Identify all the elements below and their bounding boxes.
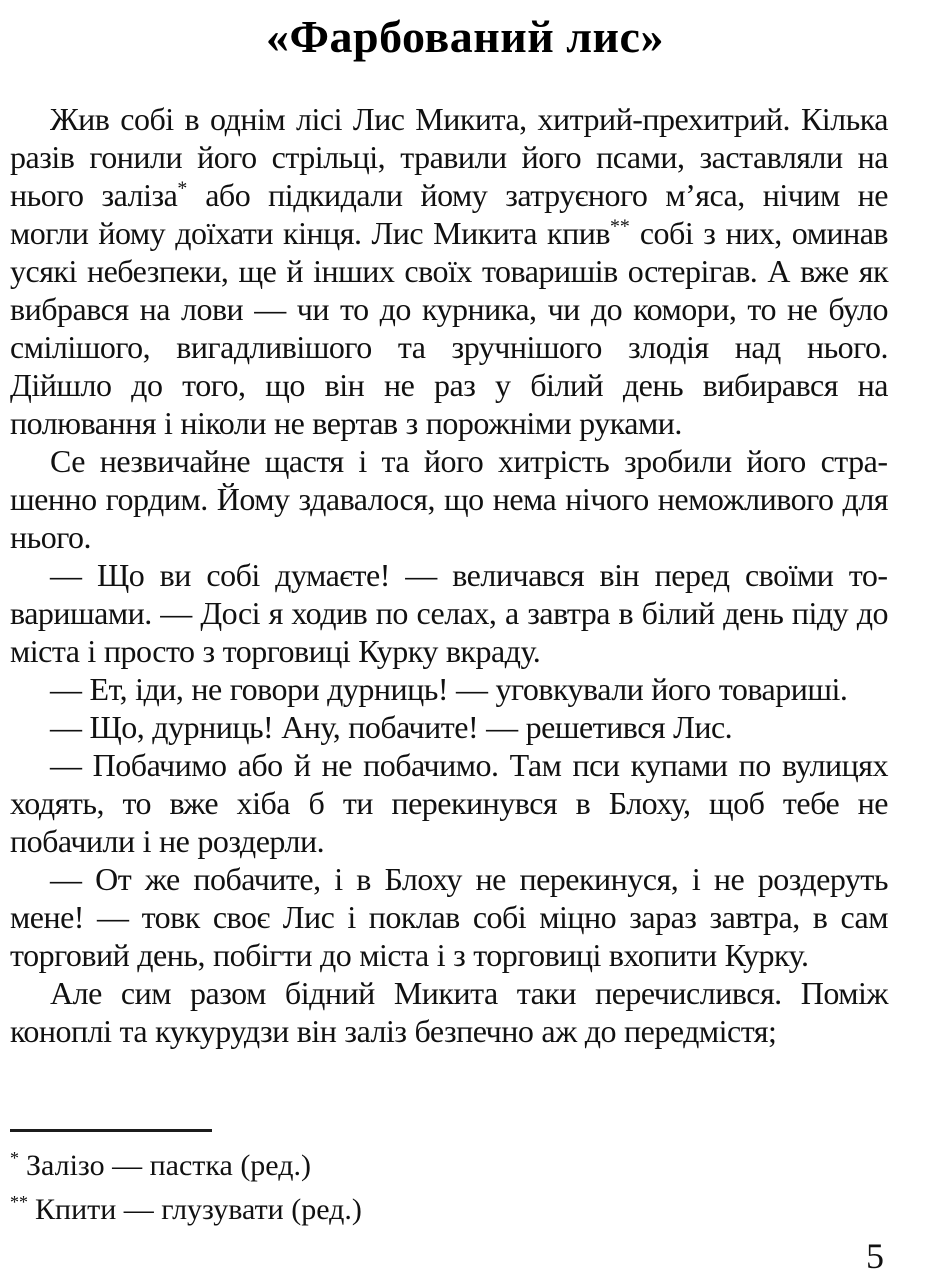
footnote-2-marker: ** bbox=[10, 1192, 28, 1212]
page-number: 5 bbox=[866, 1236, 884, 1276]
paragraph-6: — Побачимо або й не побачимо. Там пси купами по вулицях ходять, то вже хіба б ти перекинувся в Блоху, щоб тебе не побачили і не роздерли. bbox=[10, 747, 888, 859]
paragraph-2: Се незвичайне щастя і та його хитрість зробили його страшенно гордим. Йому здавалося, що нема нічого неможливого для нього. bbox=[10, 443, 888, 555]
footnote-1-text: Залізо — пастка (ред.) bbox=[26, 1149, 311, 1182]
paragraph-3: — Що ви собі думаєте! — величався він перед своїми товаришами. — Досі я ходив по селах, а завтра в білий день піду до міста і просто з торговиці Курку вкраду. bbox=[10, 557, 888, 669]
story-text bbox=[10, 100, 888, 1050]
footnote-separator bbox=[10, 1129, 212, 1132]
footnote-2-text: Кпити — глузувати (ред.) bbox=[35, 1193, 362, 1226]
paragraph-1: Жив собі в однім лісі Лис Микита, хитрий-прехитрий. Кілька разів гонили його стрільці, травили його псами, заставляли на нього заліза* або підкидали йому затруєного м’яса, нічим не могли йому доїхати кінця. Лис Микита кпив** собі з них, оминав усякі небезпеки, ще й інших своїх товаришів остерігав. А вже як вибрався на лови — чи то до курника, чи до комори, то не було смілішого, вигадливішого та зручнішого злодія над нього. Дійшло до того, що він не раз у білий день вибирався на полювання і ніколи не вертав з порожніми руками. bbox=[10, 101, 889, 441]
footnote-1-marker: * bbox=[10, 1148, 19, 1168]
footnote-2 bbox=[10, 1188, 888, 1232]
footnote-1 bbox=[10, 1144, 888, 1188]
paragraph-8: Але сим разом бідний Микита таки перечислився. Поміж коноплі та кукурудзи він заліз безпечно аж до передмістя; bbox=[10, 975, 888, 1049]
footnotes bbox=[10, 1129, 888, 1232]
paragraph-7: — От же побачите, і в Блоху не перекинуся, і не роздеруть мене! — товк своє Лис і поклав собі міцно зараз завтра, в сам торговий день, побігти до міста і з торговиці вхопити Курку. bbox=[10, 861, 888, 973]
paragraph-4: — Ет, іди, не говори дурниць! — уговкували його товариші. bbox=[50, 671, 848, 707]
page-title: «Фарбований лис» bbox=[266, 11, 664, 62]
paragraph-5: — Що, дурниць! Ану, побачите! — решетився Лис. bbox=[50, 709, 733, 745]
